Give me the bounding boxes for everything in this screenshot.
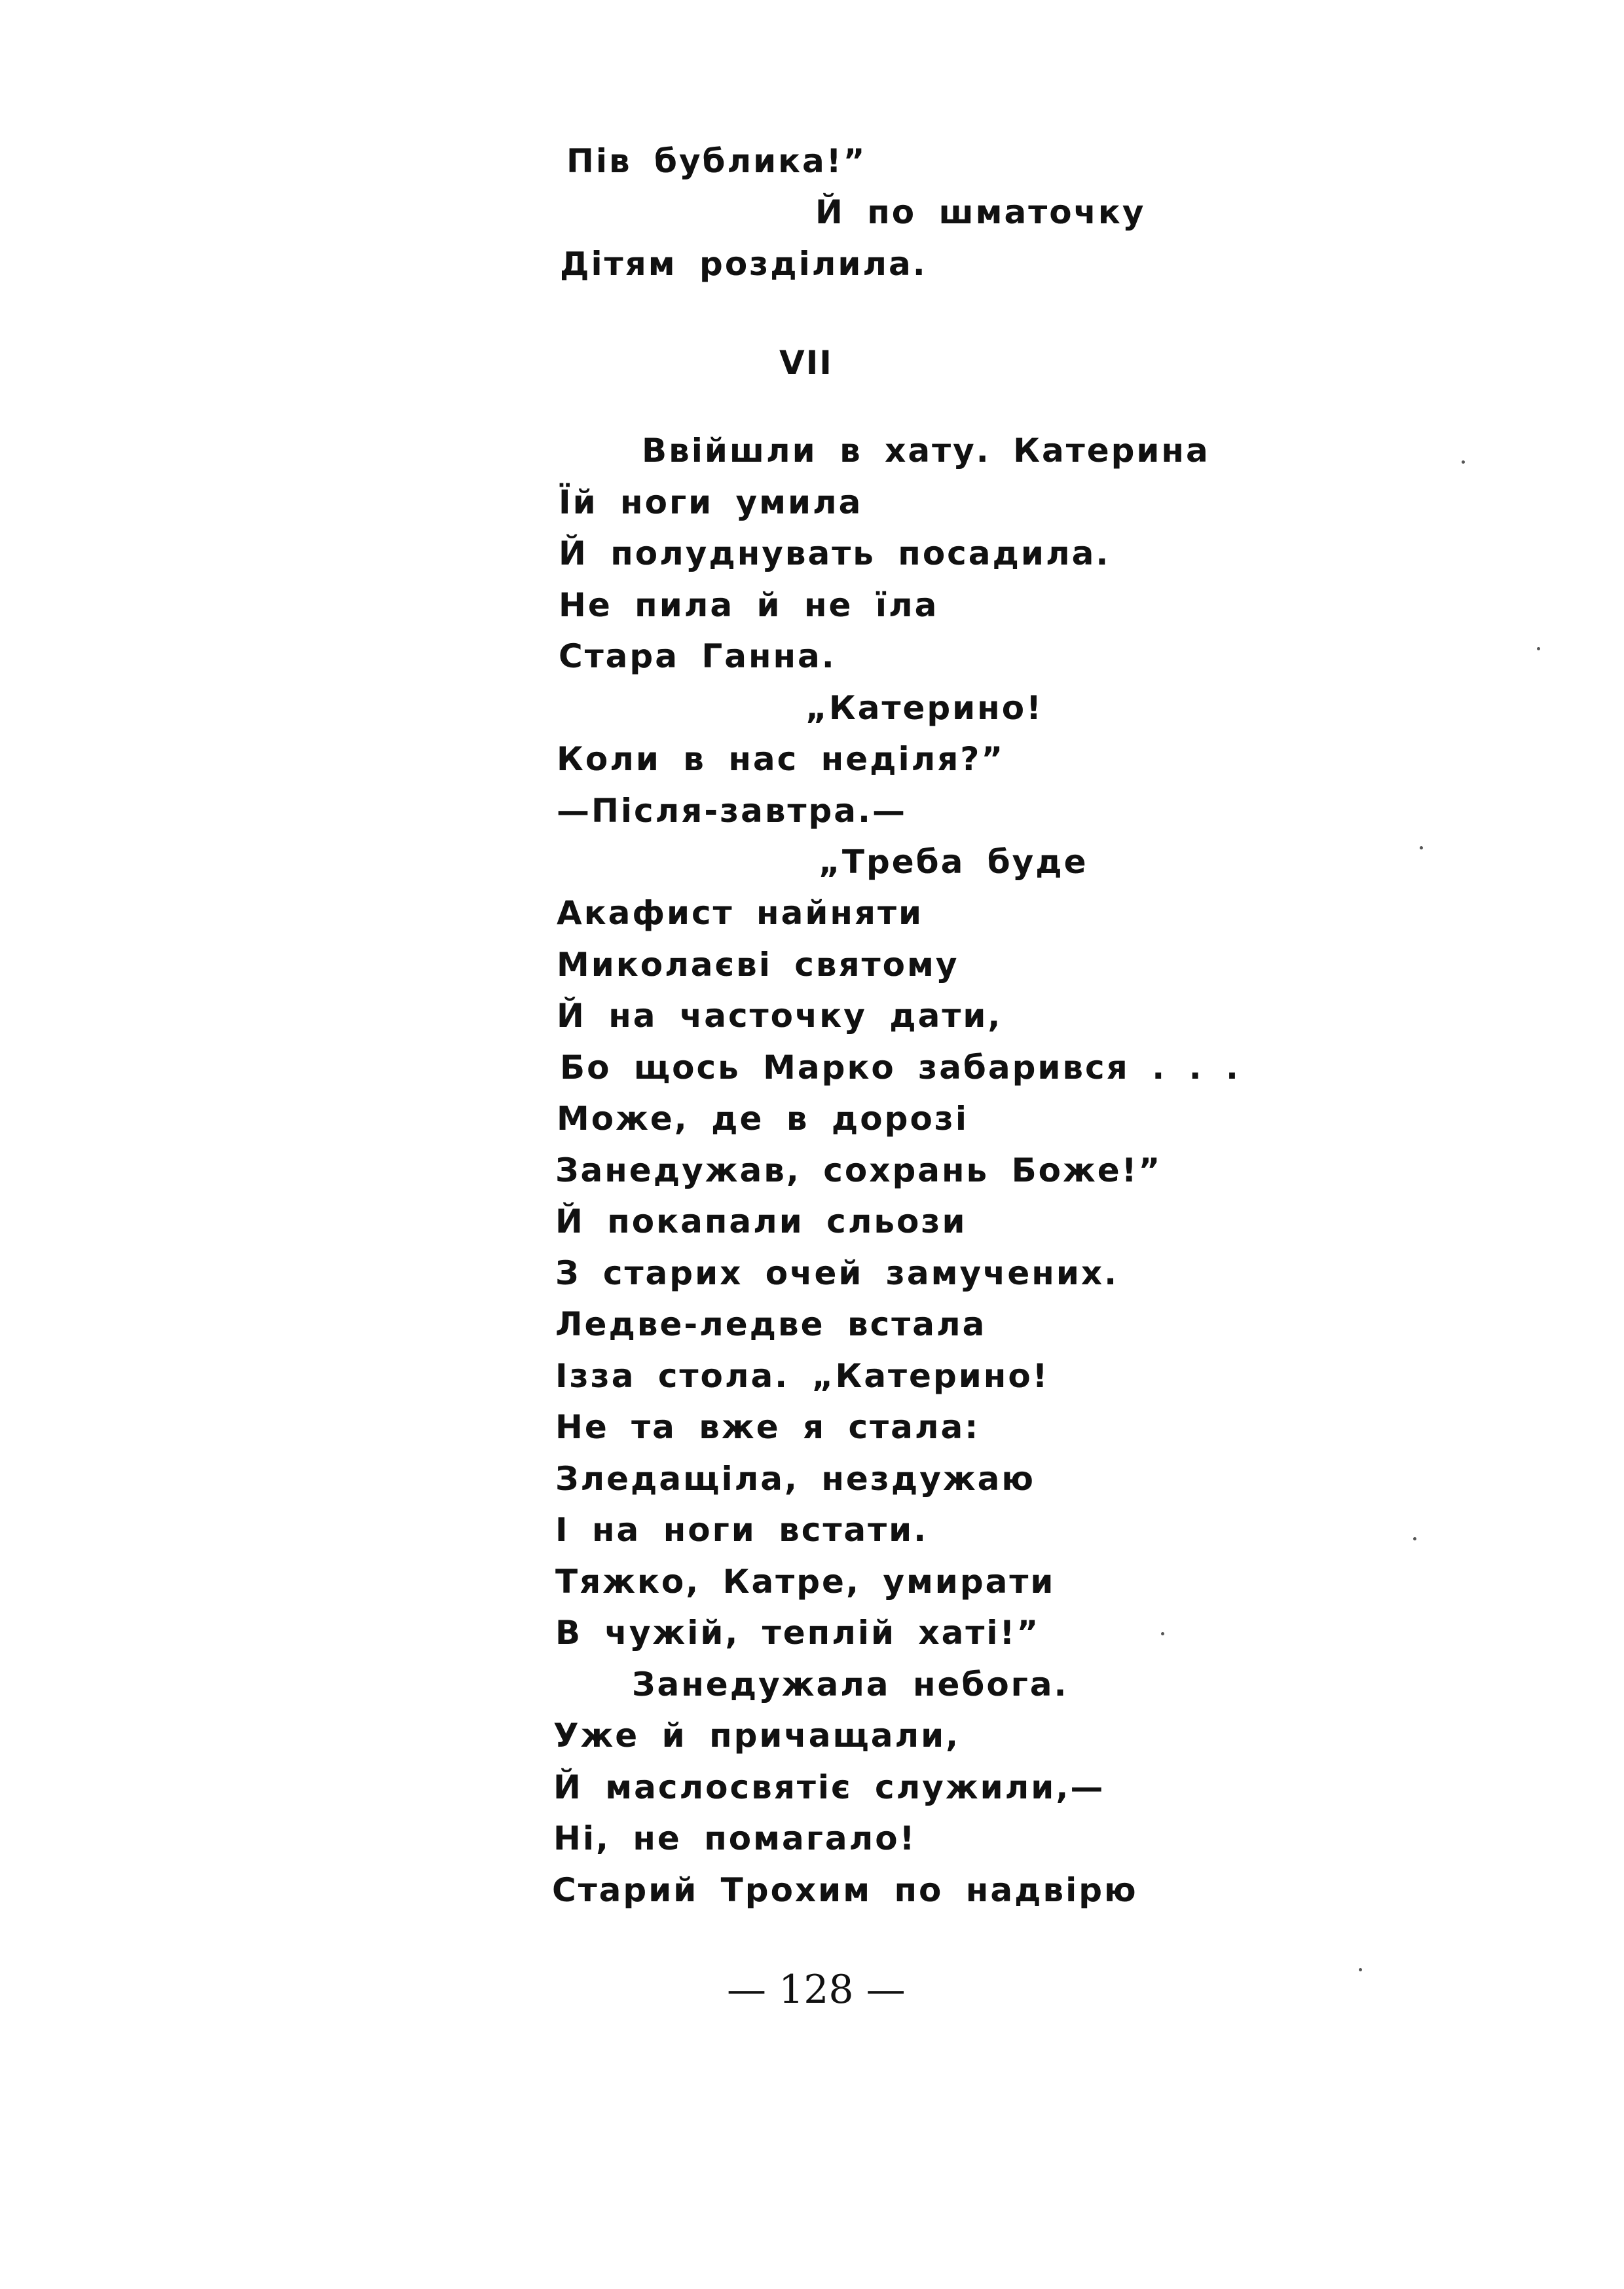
- verse-line: Старий Трохим по надвірю: [552, 1871, 1138, 1909]
- verse-line: Ні, не помагало!: [553, 1819, 917, 1857]
- verse-line: Їй ноги умила: [559, 483, 863, 521]
- verse-line: І на ноги встати.: [555, 1511, 929, 1549]
- verse-line: Уже й причащали,: [553, 1717, 961, 1755]
- verse-line: Й по шматочку: [815, 193, 1146, 231]
- scan-speck: [1537, 647, 1540, 650]
- verse-line: Й на часточку дати,: [557, 997, 1003, 1035]
- verse-line: Ледве-ледве встала: [555, 1305, 987, 1343]
- scan-speck: [1420, 846, 1423, 849]
- verse-line: Й маслосвятіє служили,—: [553, 1768, 1105, 1806]
- verse-line: Занедужала небога.: [632, 1666, 1069, 1703]
- verse-line: Акафист найняти: [557, 894, 924, 932]
- verse-line: Тяжко, Катре, умирати: [555, 1563, 1056, 1601]
- scan-speck: [1462, 460, 1465, 464]
- verse-line: Зледащіла, нездужаю: [555, 1460, 1035, 1498]
- verse-line: Може, де в дорозі: [557, 1100, 969, 1138]
- verse-line: Ввійшли в хату. Катерина: [642, 432, 1210, 470]
- verse-line: Й покапали сльози: [555, 1202, 967, 1240]
- verse-line: Миколаєві святому: [557, 946, 959, 984]
- verse-line: З старих очей замучених.: [555, 1254, 1119, 1292]
- scan-speck: [1359, 1968, 1362, 1971]
- verse-line: Не та вже я стала:: [555, 1408, 980, 1446]
- verse-line: Не пила й не їла: [559, 586, 939, 624]
- verse-line: Пів бублика!”: [566, 142, 867, 180]
- verse-line: Ізза стола. „Катерино!: [555, 1357, 1050, 1395]
- scan-speck: [1413, 1537, 1416, 1540]
- verse-line: Коли в нас неділя?”: [557, 740, 1005, 778]
- verse-line: —Після-завтра.—: [557, 792, 908, 830]
- verse-line: В чужій, теплій хаті!”: [555, 1614, 1041, 1652]
- verse-line: „Треба буде: [819, 843, 1088, 881]
- verse-line: „Катерино!: [805, 689, 1043, 727]
- verse-line: Занедужав, сохрань Боже!”: [555, 1151, 1162, 1189]
- section-heading: VII: [779, 344, 833, 382]
- scan-speck: [1161, 1632, 1164, 1635]
- verse-line: Й полуднувать посадила.: [559, 534, 1111, 572]
- verse-line: Стара Ганна.: [559, 637, 836, 675]
- verse-line: Бо щось Марко забарився . . .: [560, 1049, 1240, 1087]
- page-number: — 128 —: [727, 1967, 906, 2013]
- verse-line: Дітям розділила.: [560, 245, 927, 283]
